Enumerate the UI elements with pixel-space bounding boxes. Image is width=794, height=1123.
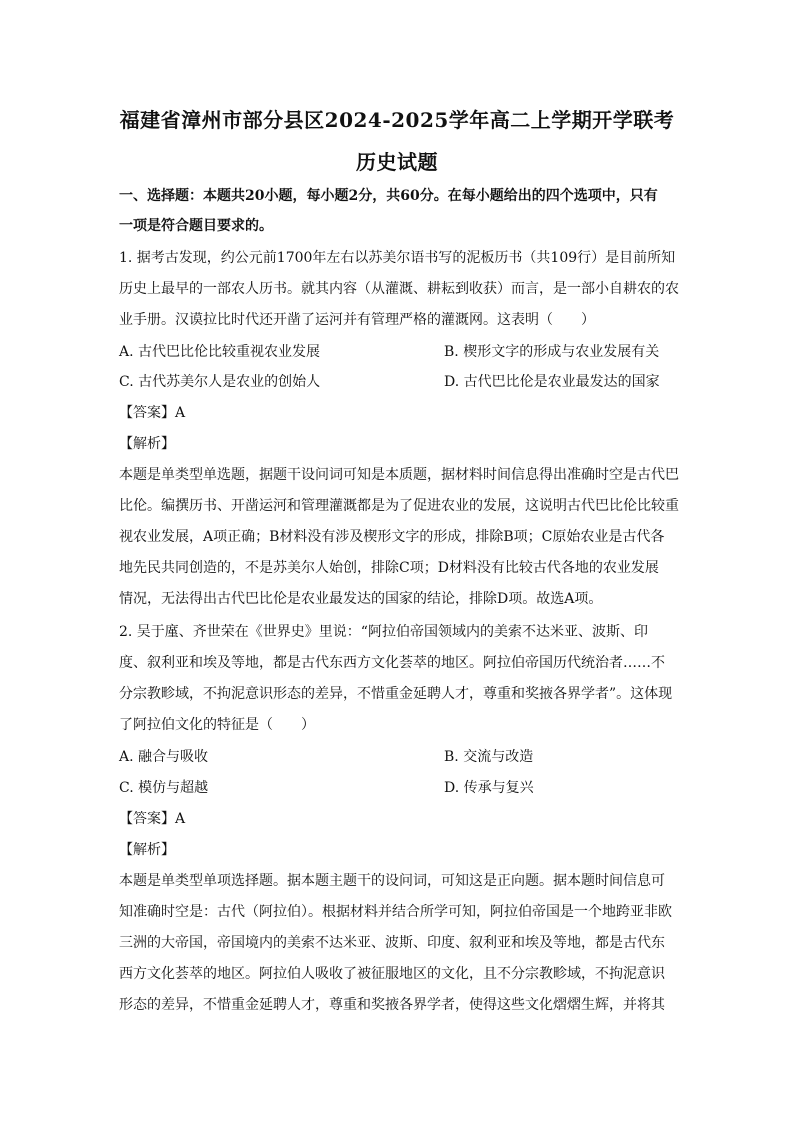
section-instruction-line-1: 一、选择题：本题共20小题，每小题2分，共60分。在每小题给出的四个选项中，只有 bbox=[119, 188, 658, 204]
question-1-analysis-line: 视农业发展，A项正确；B材料没有涉及楔形文字的形成，排除B项；C原始农业是古代各 bbox=[119, 529, 665, 545]
question-1-analysis-line: 情况，无法得出古代巴比伦是农业最发达的国家的结论，排除D项。故选A项。 bbox=[119, 591, 603, 607]
question-2-stem-line: 分宗教畛域，不拘泥意识形态的差异，不惜重金延聘人才，尊重和奖掖各界学者”。这体现 bbox=[119, 686, 673, 702]
question-2-stem-line: 2. 吴于廑、齐世荣在《世界史》里说：“阿拉伯帝国领域内的美索不达米亚、波斯、印 bbox=[119, 624, 648, 640]
question-1-stem-line: 1. 据考古发现，约公元前1700年左右以苏美尔语书写的泥板历书（共109行）是目前所知 bbox=[119, 250, 676, 266]
question-1-option-c: C. 古代苏美尔人是农业的创始人 bbox=[119, 374, 321, 390]
question-1-analysis-label: 【解析】 bbox=[119, 436, 175, 452]
question-2-analysis-line: 西方文化荟萃的地区。阿拉伯人吸收了被征服地区的文化，且不分宗教畛域，不拘泥意识 bbox=[119, 966, 665, 982]
question-1-option-d: D. 古代巴比伦是农业最发达的国家 bbox=[444, 374, 660, 390]
section-instruction-line-2: 一项是符合题目要求的。 bbox=[119, 218, 273, 234]
question-2-analysis-line: 三洲的大帝国，帝国境内的美索不达米亚、波斯、印度、叙利亚和埃及等地，都是古代东 bbox=[119, 935, 665, 951]
question-1-analysis-line: 比伦。编撰历书、开凿运河和管理灌溉都是为了促进农业的发展，这说明古代巴比伦比较重 bbox=[119, 498, 679, 514]
exam-subject-title: 历史试题 bbox=[356, 150, 438, 174]
question-1-option-a: A. 古代巴比伦比较重视农业发展 bbox=[119, 344, 321, 360]
question-2-analysis-line: 形态的差异，不惜重金延聘人才，尊重和奖掖各界学者，使得这些文化熠熠生辉，并将其 bbox=[119, 997, 665, 1013]
question-1-analysis-line: 本题是单类型单选题，据题干设问词可知是本质题，据材料时间信息得出准确时空是古代巴 bbox=[119, 467, 679, 483]
question-2-analysis-label: 【解析】 bbox=[119, 842, 175, 858]
question-2-answer: 【答案】A bbox=[119, 811, 186, 827]
question-2-analysis-line: 知准确时空是：古代（阿拉伯）。根据材料并结合所学可知，阿拉伯帝国是一个地跨亚非欧 bbox=[119, 904, 672, 920]
question-2-stem-line: 了阿拉伯文化的特征是（ ） bbox=[119, 717, 315, 733]
exam-title: 福建省漳州市部分县区2024-2025学年高二上学期开学联考 bbox=[119, 108, 675, 132]
question-1-analysis-line: 地先民共同创造的，不是苏美尔人始创，排除C项；D材料没有比较古代各地的农业发展 bbox=[119, 560, 659, 576]
question-2-option-d: D. 传承与复兴 bbox=[444, 780, 534, 796]
question-1-answer: 【答案】A bbox=[119, 405, 186, 421]
question-1-option-b: B. 楔形文字的形成与农业发展有关 bbox=[444, 344, 660, 360]
question-2-stem-line: 度、叙利亚和埃及等地，都是古代东西方文化荟萃的地区。阿拉伯帝国历代统治者……不 bbox=[119, 655, 665, 671]
question-2-analysis-line: 本题是单类型单项选择题。据本题主题干的设问词，可知这是正向题。据本题时间信息可 bbox=[119, 873, 665, 889]
question-1-stem-line: 历史上最早的一部农人历书。就其内容（从灌溉、耕耘到收获）而言，是一部小自耕农的农 bbox=[119, 281, 679, 297]
question-1-stem-line: 业手册。汉谟拉比时代还开凿了运河并有管理严格的灌溉网。这表明（ ） bbox=[119, 312, 595, 328]
question-2-option-b: B. 交流与改造 bbox=[444, 749, 534, 765]
question-2-option-c: C. 模仿与超越 bbox=[119, 780, 209, 796]
question-2-option-a: A. 融合与吸收 bbox=[119, 749, 209, 765]
